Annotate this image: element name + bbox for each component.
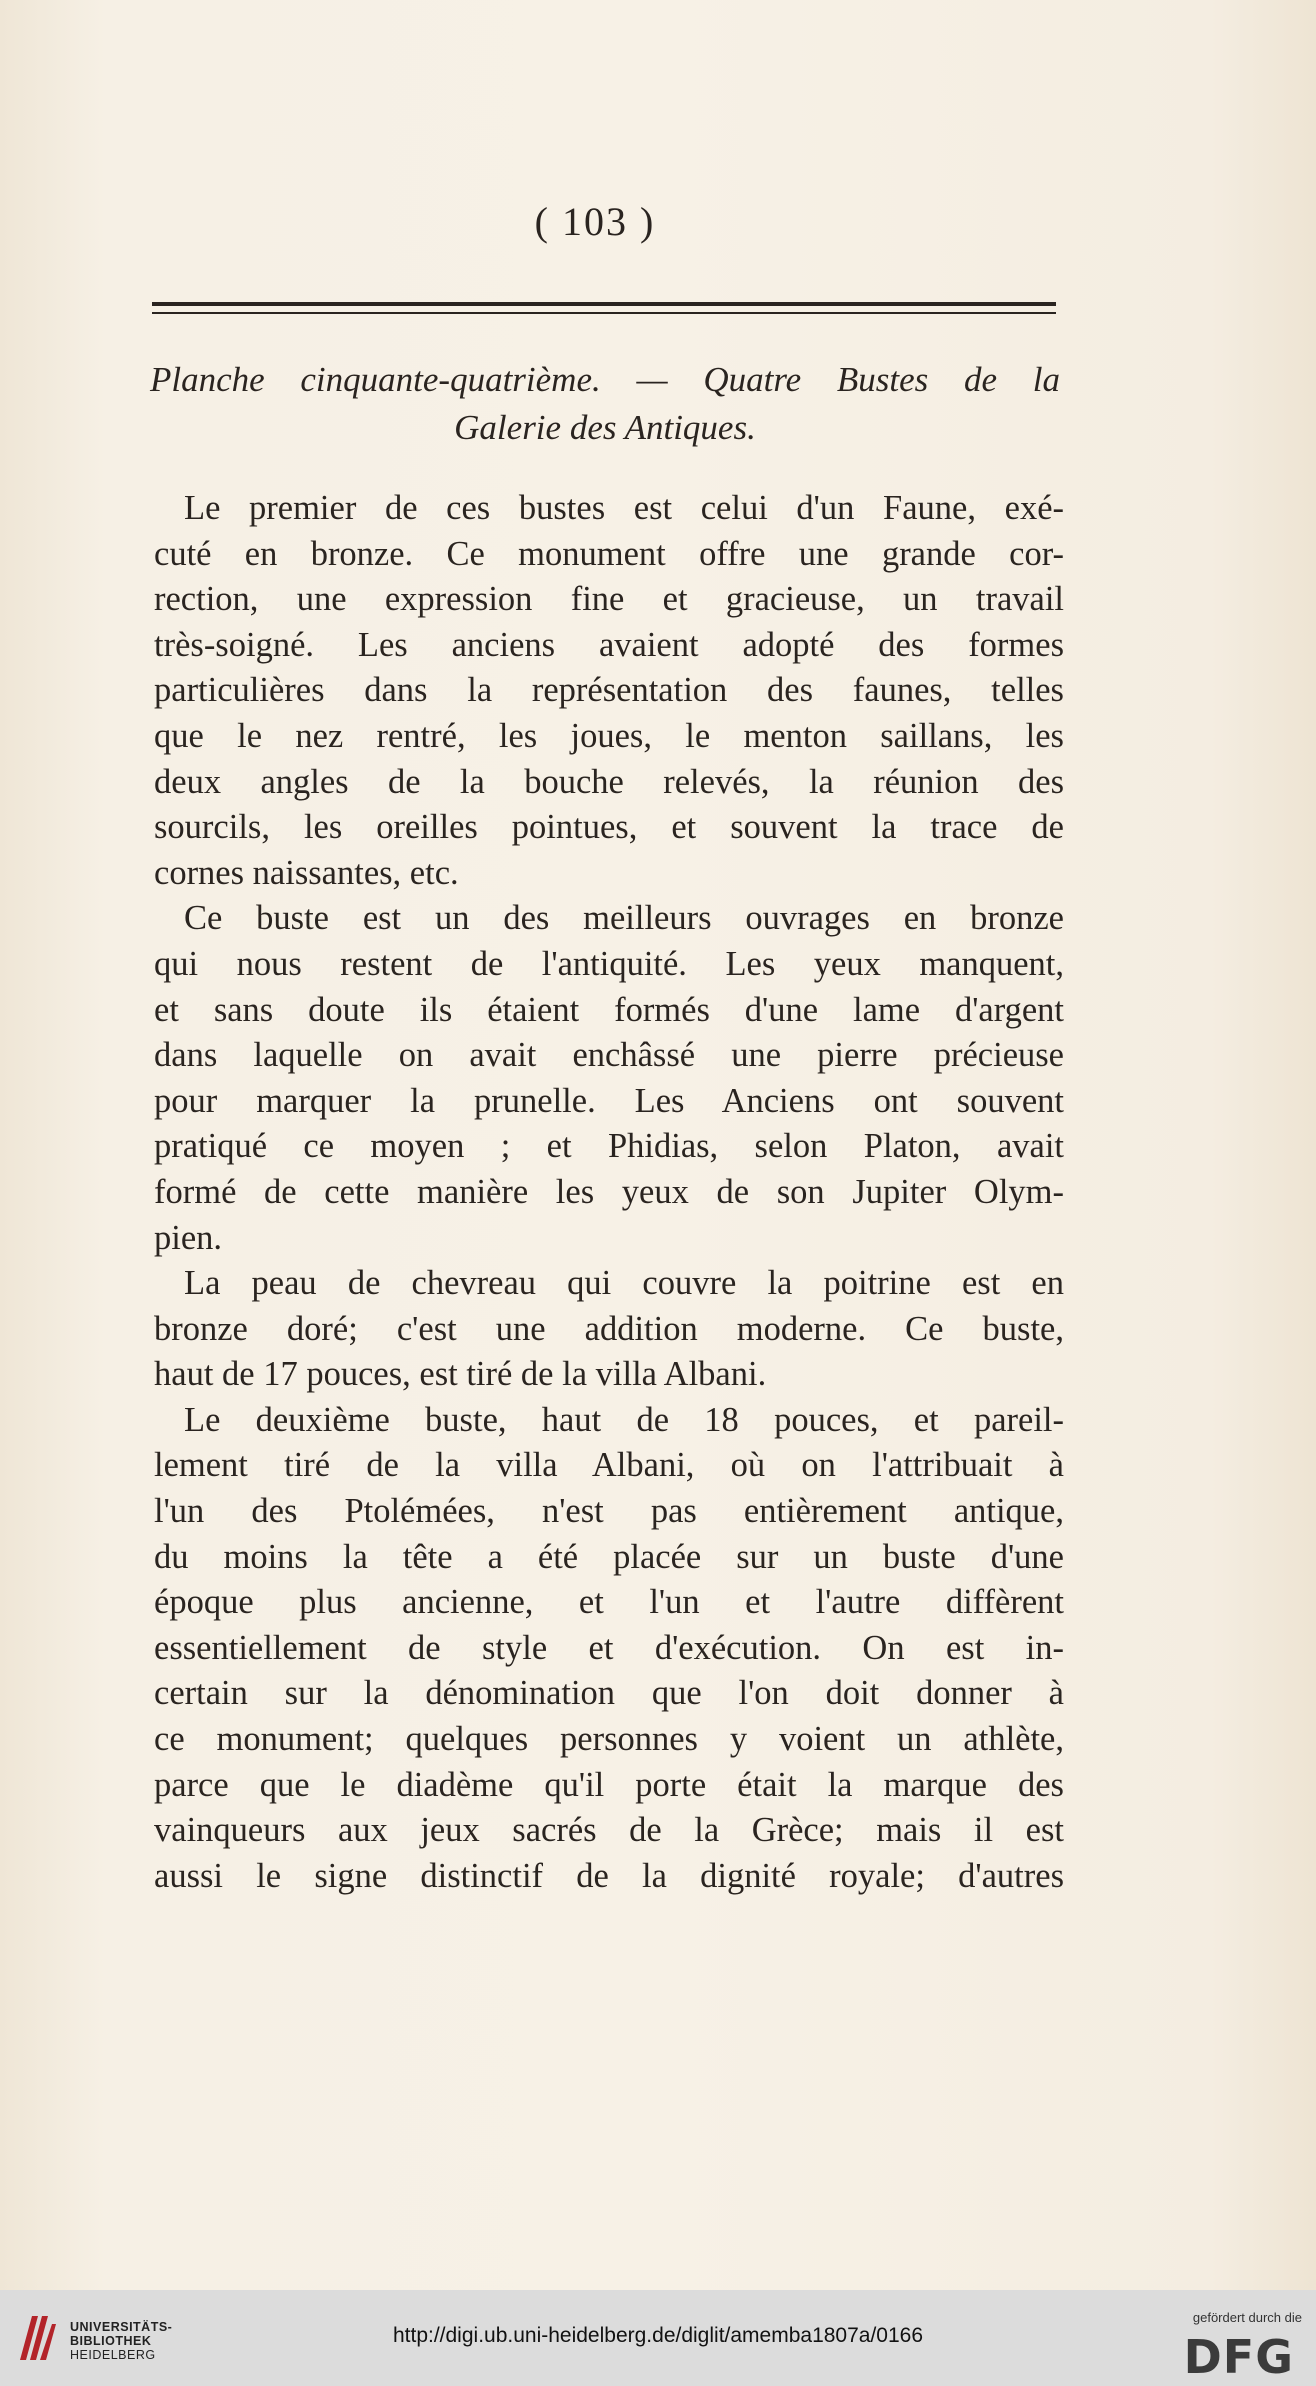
text-line: rection, une expression fine et gracieuse, un travail (154, 580, 1064, 619)
text-line: dans laquelle on avait enchâssé une pierre précieuse (154, 1036, 1064, 1075)
text-line: deux angles de la bouche relevés, la réunion des (154, 762, 1064, 801)
text-line: très-soigné. Les anciens avaient adopté des formes (154, 625, 1064, 664)
text-line: cornes naissantes, etc. (154, 853, 459, 892)
text-line: époque plus ancienne, et l'un et l'autre diffèrent (154, 1583, 1064, 1622)
viewer-footer (0, 2290, 1316, 2386)
text-line: Ce buste est un des meilleurs ouvrages en bronze (184, 899, 1064, 938)
text-line: pour marquer la prunelle. Les Anciens ont souvent (154, 1081, 1064, 1120)
text-line: du moins la tête a été placée sur un buste d'une (154, 1537, 1064, 1576)
header-rule-thin (152, 312, 1056, 314)
plate-heading (150, 356, 1060, 452)
text-line: essentiellement de style et d'exécution. On est in- (154, 1628, 1064, 1667)
text-line: bronze doré; c'est une addition moderne. Ce buste, (154, 1309, 1064, 1348)
text-line: certain sur la dénomination que l'on doit donner à (154, 1674, 1064, 1713)
text-line: pratiqué ce moyen ; et Phidias, selon Platon, avait (154, 1127, 1064, 1166)
header-rule-thick (152, 302, 1056, 306)
text-line: sourcils, les oreilles pointues, et souvent la trace de (154, 808, 1064, 847)
text-line: La peau de chevreau qui couvre la poitrine est en (184, 1264, 1064, 1303)
funding-caption: gefördert durch die (1192, 2310, 1302, 2325)
text-line: Le deuxième buste, haut de 18 pouces, et pareil- (184, 1400, 1064, 1439)
body-text (154, 486, 1064, 1899)
text-line: vainqueurs aux jeux sacrés de la Grèce; mais il est (154, 1811, 1064, 1850)
page-number: ( 103 ) (534, 199, 656, 244)
text-line: qui nous restent de l'antiquité. Les yeux manquent, (154, 944, 1064, 983)
text-line: Le premier de ces bustes est celui d'un Faune, exé- (184, 489, 1064, 527)
text-line: aussi le signe distinctif de la dignité royale; d'autres (154, 1856, 1064, 1895)
text-line: formé de cette manière les yeux de son Jupiter Olym- (154, 1172, 1064, 1211)
text-line: cuté en bronze. Ce monument offre une grande cor- (154, 534, 1064, 573)
heading-line-1: Planche cinquante-quatrième. — Quatre Bustes de la (150, 360, 1060, 399)
permalink-url[interactable]: http://digi.ub.uni-heidelberg.de/diglit/amemba1807a/0166 (392, 2324, 924, 2347)
text-line: ce monument; quelques personnes y voient un athlète, (154, 1720, 1064, 1759)
dfg-logo: DFG (1183, 2330, 1294, 2384)
text-line: que le nez rentré, les joues, le menton saillans, les (154, 716, 1064, 755)
text-line: et sans doute ils étaient formés d'une lame d'argent (154, 990, 1064, 1029)
text-line: l'un des Ptolémées, n'est pas entièrement antique, (154, 1492, 1064, 1531)
text-line: parce que le diadème qu'il porte était la marque des (154, 1765, 1064, 1804)
university-library-name: UNIVERSITÄTS- BIBLIOTHEK HEIDELBERG (70, 2320, 173, 2362)
heading-line-2: Galerie des Antiques. (454, 408, 756, 447)
text-line: haut de 17 pouces, est tiré de la villa Albani. (154, 1355, 767, 1394)
text-line: pien. (154, 1218, 223, 1257)
text-line: lement tiré de la villa Albani, où on l'attribuait à (154, 1446, 1064, 1485)
text-line: particulières dans la représentation des faunes, telles (154, 671, 1064, 710)
